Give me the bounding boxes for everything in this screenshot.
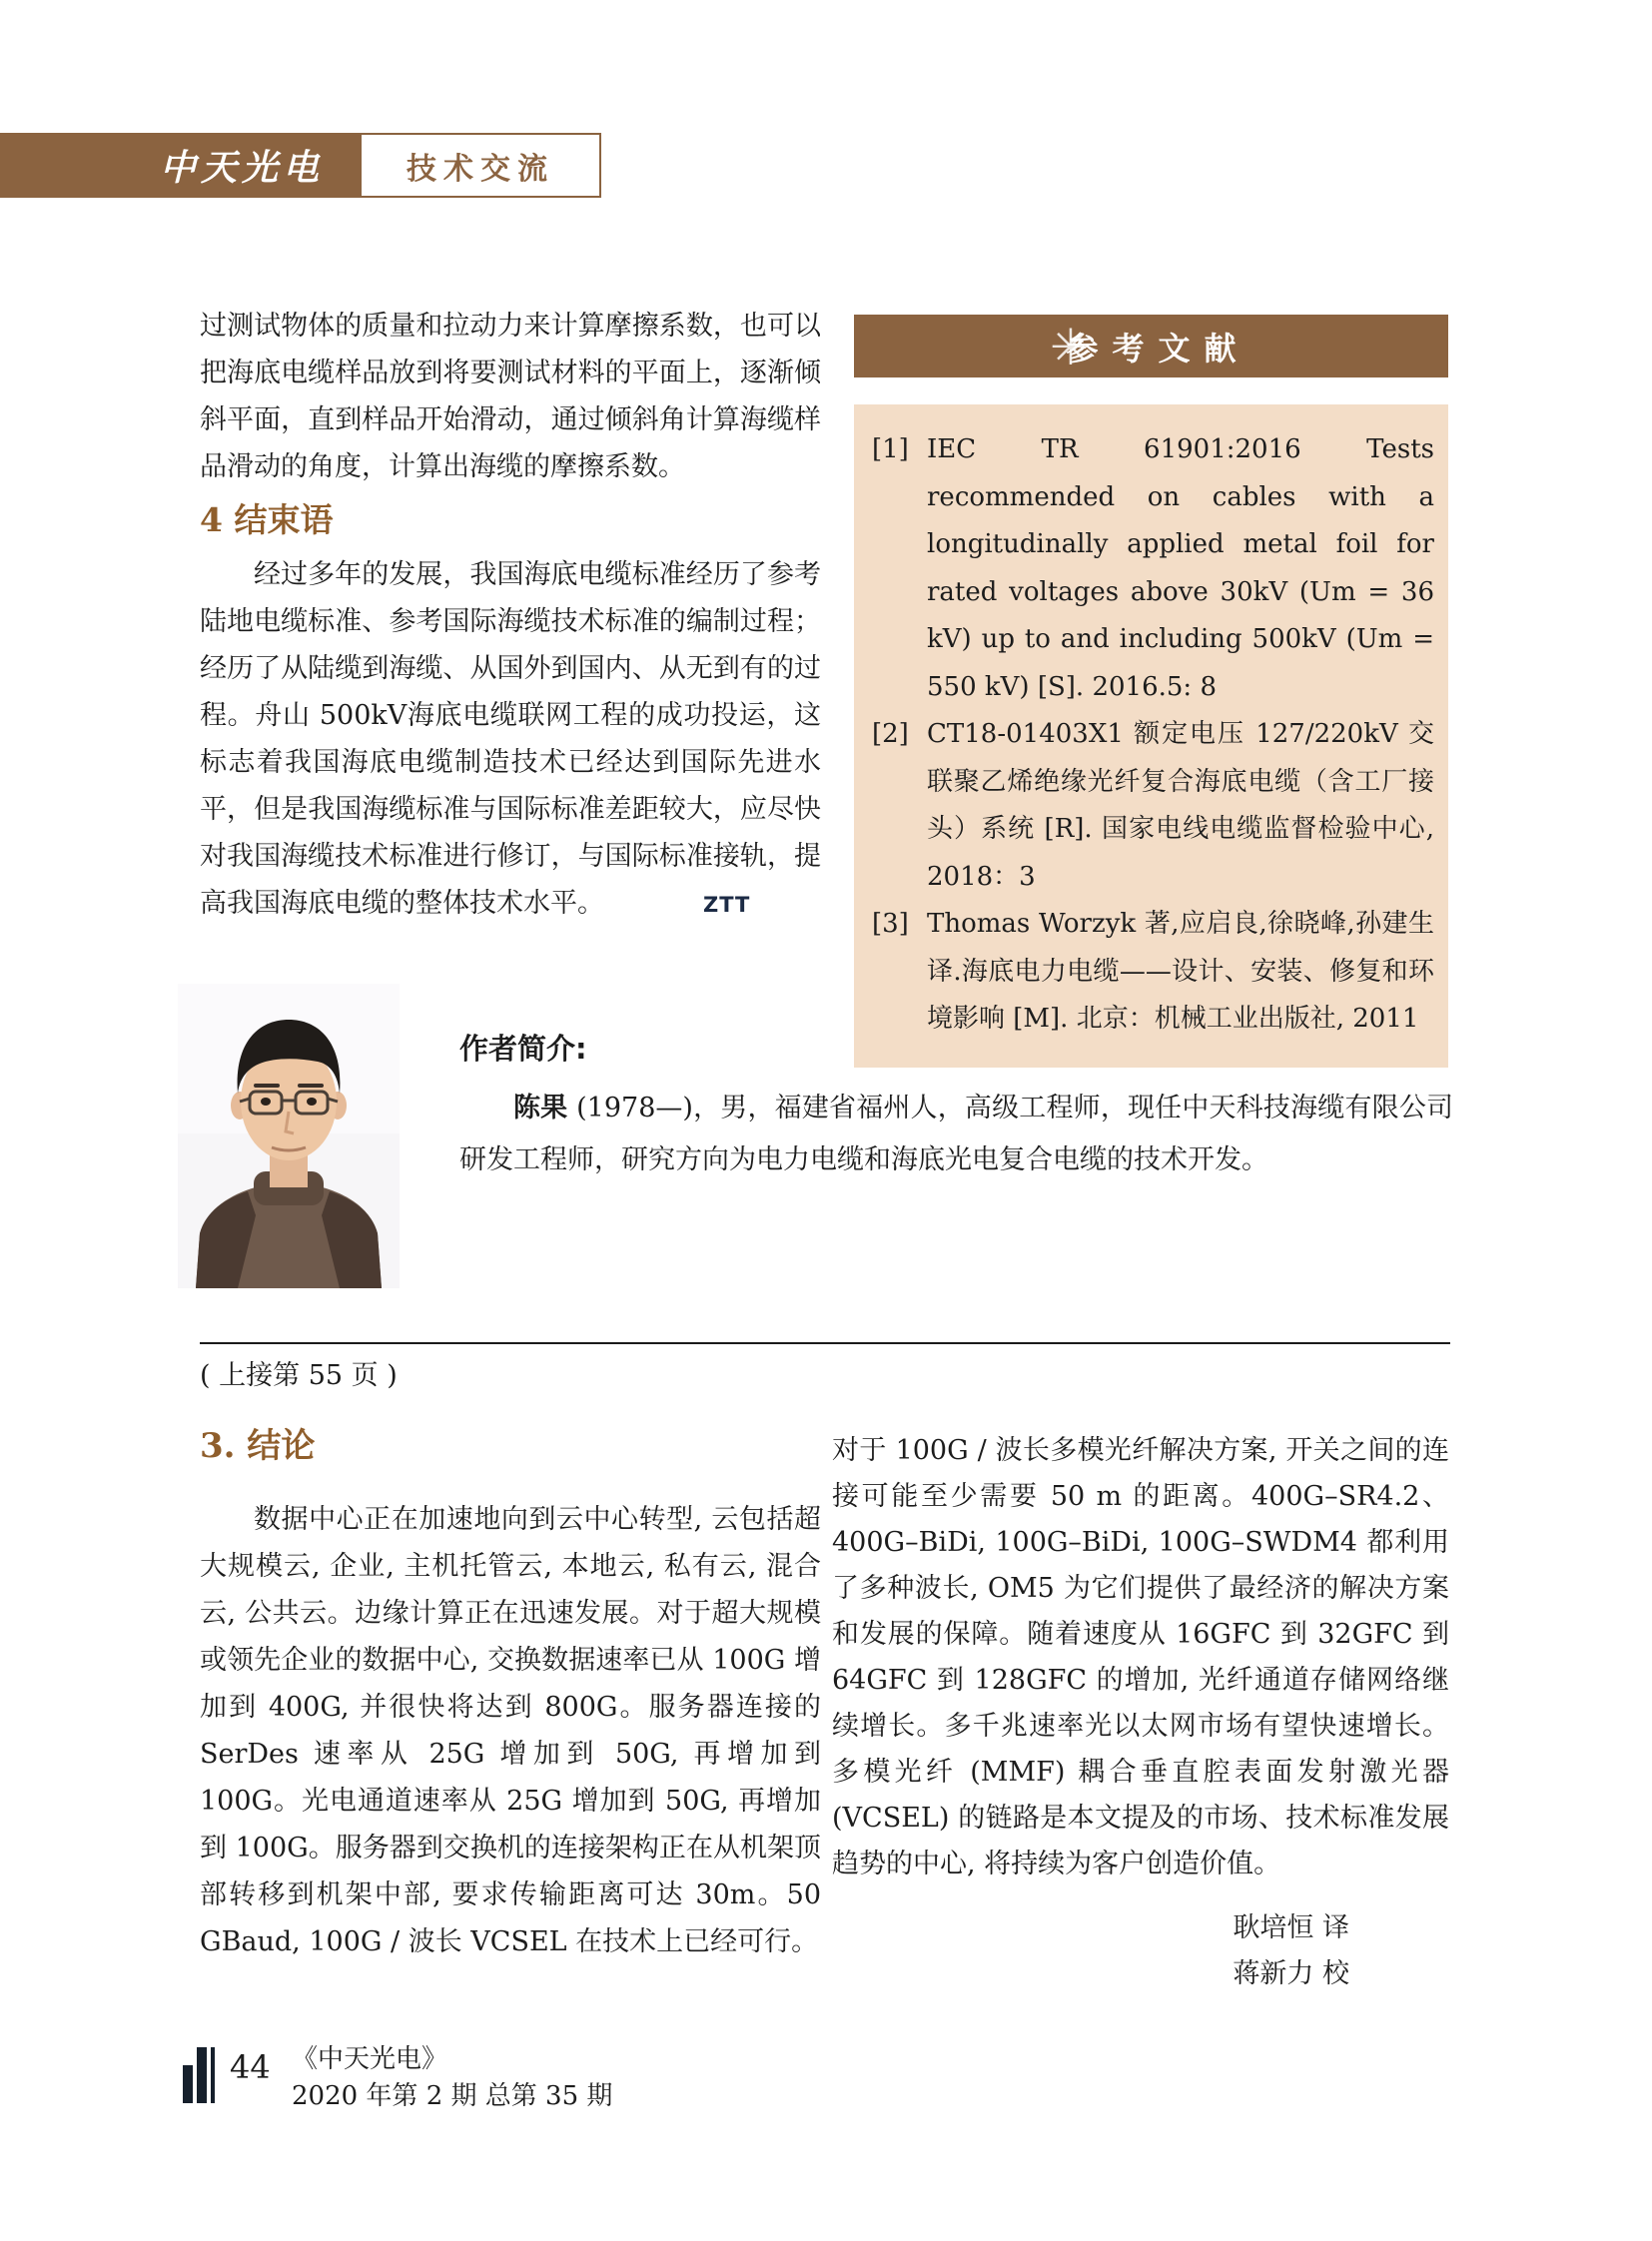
reference-label: [1] [872,434,909,464]
bottom-article-right-column [832,1428,1449,1997]
bottom-right-paragraph: 对于 100G / 波长多模光纤解决方案, 开关之间的连接可能至少需要 50 m 的距离。400G–SR4.2、400G–BiDi, 100G–BiDi, 100G–SWDM4 都利用了多种波长, OM5 为它们提供了最经济的解决方案和发展的保障。随着速度从 16GFC 到 32GFC 到 64GFC 到 128GFC 的增加, 光纤通道存储网络继续增长。多千兆速率光以太网市场有望快速增长。多模光纤 (MMF) 耦合垂直腔表面发射激光器 (VCSEL) 的链路是本文提及的市场、技术标准发展趋势的中心, 将持续为客户创造价值。 [832,1435,1449,1879]
footer-bar [183,2065,193,2103]
reference-item [872,426,1434,711]
reference-label: [2] [872,719,909,749]
journal-info [292,2041,612,2115]
reference-item [872,711,1434,901]
top-article-left-column [200,303,821,929]
references-title: 参考文献 [1066,329,1250,368]
reference-text: Thomas Worzyk 著,应启良,徐晓峰,孙建生译.海底电力电缆——设计、安装、修复和环境影响 [M]. 北京：机械工业出版社, 2011 [927,909,1434,1034]
author-intro-heading: 作者简介: [459,1032,587,1066]
section-tag-label: 技术交流 [407,151,554,187]
author-photo [178,984,400,1288]
conclusion-text: 经过多年的发展，我国海底电缆标准经历了参考陆地电缆标准、参考国际海缆技术标准的编制过程；经历了从陆缆到海缆、从国外到国内、从无到有的过程。舟山 500kV海底电缆联网工程的成功投运，这标志着我国海底电缆制造技术已经达到国际先进水平，但是我国海缆标准与国际标准差距较大，应尽快对我国海缆技术标准进行修订，与国际标准接轨，提高我国海底电缆的整体技术水平。 [200,559,821,919]
masthead-brand-bar [0,133,362,198]
author-bio [459,1083,1453,1186]
journal-name: 《中天光电》 [292,2044,448,2074]
section-heading-3: 3. 结论 [200,1426,316,1466]
continued-from-note: ( 上接第 55 页 ) [200,1360,398,1391]
conclusion-paragraph [200,551,821,929]
translator-credit: 耿培恒 译 [1233,1912,1349,1943]
reference-item [872,901,1434,1044]
author-bio-text: (1978—)，男，福建省福州人，高级工程师，现任中天科技海缆有限公司研发工程师，研究方向为电力电缆和海底光电复合电缆的技术开发。 [459,1093,1453,1175]
page-number: 44 [230,2048,271,2086]
reference-label: [3] [872,909,909,939]
proofreader-credit: 蒋新力 校 [1233,1958,1349,1989]
bottom-left-paragraph: 数据中心正在加速地向到云中心转型, 云包括超大规模云, 企业, 主机托管云, 本地云, 私有云, 混合云, 公共云。边缘计算正在迅速发展。对于超大规模或领先企业的数据中心, 交换数据速率已从 100G 增加到 400G, 并很快将达到 800G。服务器连接的 SerDes 速率从 25G 增加到 50G, 再增加到 100G。光电通道速率从 25G 增加到 50G, 再增加到 100G。服务器到交换机的连接架构正在从机架顶部转移到机架中部, 要求传输距离可达 30m。50 GBaud, 100G / 波长 VCSEL 在技术上已经可行。 [200,1504,821,1957]
ztt-logo: 中天光电 [159,147,324,189]
bottom-article-left-column [200,1496,821,1965]
author-intro [459,1031,1453,1186]
continued-paragraph: 过测试物体的质量和拉动力来计算摩擦系数，也可以把海底电缆样品放到将要测试材料的平面上，逐渐倾斜平面，直到样品开始滑动，通过倾斜角计算海缆样品滑动的角度，计算出海缆的摩擦系数。 [200,311,821,482]
footer-bars-icon [183,2047,215,2103]
footer-bar [211,2047,215,2103]
author-name: 陈果 [513,1093,568,1123]
article-end-mark: ZTT [703,893,751,917]
references-box [854,404,1448,1068]
section-divider [200,1342,1450,1344]
references-title-bar [854,315,1448,377]
reference-text: IEC TR 61901:2016 Tests recommended on cables with a longitudinally applied metal foil for rated voltages above 30kV (Um = 36 kV) up to and including 500kV (Um = 550 kV) [S]. 2016.5: 8 [927,434,1434,702]
section-heading-4: 4 结束语 [200,500,334,539]
section-tag-box [362,133,601,198]
reference-text: CT18-01403X1 额定电压 127/220kV 交联聚乙烯绝缘光纤复合海底电缆（含工厂接头）系统 [R]. 国家电线电缆监督检验中心, 2018：3 [927,719,1434,892]
journal-issue: 2020 年第 2 期 总第 35 期 [292,2081,613,2111]
footer-bar [197,2047,207,2103]
